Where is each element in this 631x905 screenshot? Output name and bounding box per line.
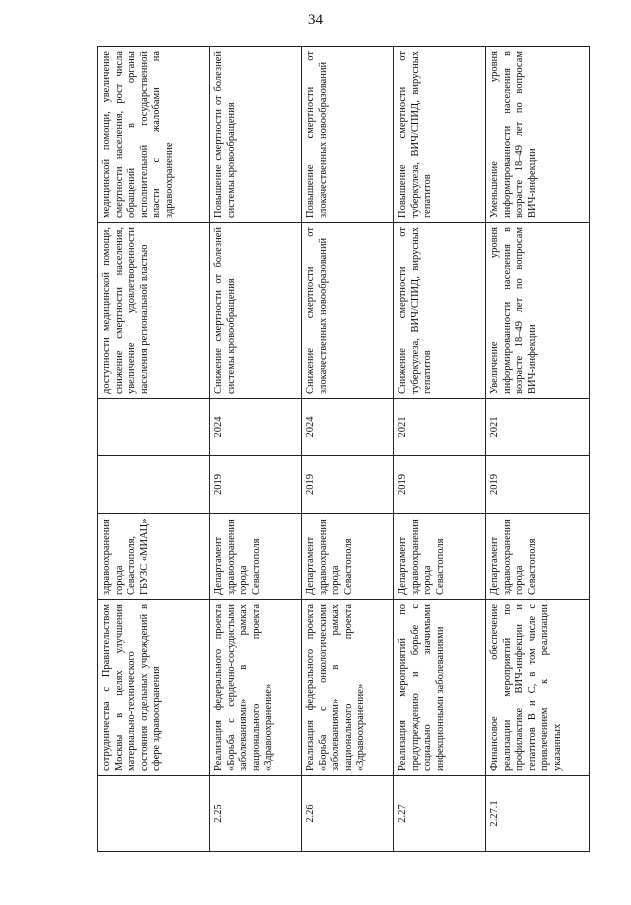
- executor-cell: здравоохранения города Севастополя, ГБУЗС «МИАЦ»: [98, 514, 210, 600]
- measure-cell: Финансовое обеспечение реализации мероприятий по профилактике ВИЧ-инфекции и гепатитов В и С, в том числе с привлечением к реализации указанных: [486, 600, 590, 776]
- end-year-cell: [98, 399, 210, 456]
- start-year-cell: 2019: [302, 456, 394, 514]
- start-year-cell: [98, 456, 210, 514]
- measure-cell: Реализация федерального проекта «Борьба с сердечно-сосудистыми заболеваниями» в рамках национального проекта «Здравоохранение»: [210, 600, 302, 776]
- expected-result-cell: Снижение смертности от туберкулеза, ВИЧ/СПИД, вирусных гепатитов: [394, 223, 486, 399]
- consequence-cell: медицинской помощи, увеличение смертности населения, рост числа обращений в органы исполнительной государственной власти с жалобами на здравоохранение: [98, 47, 210, 223]
- table-row: [486, 47, 590, 852]
- row-number-cell: 2.25: [210, 776, 302, 852]
- end-year-cell: 2021: [394, 399, 486, 456]
- measure-cell: Реализация федерального проекта «Борьба с онкологическими заболеваниями» в рамках национального проекта «Здравоохранение»: [302, 600, 394, 776]
- page-number: 34: [308, 12, 323, 28]
- end-year-cell: 2024: [210, 399, 302, 456]
- executor-cell: Департамент здравоохранения города Севастополя: [486, 514, 590, 600]
- start-year-cell: 2019: [486, 456, 590, 514]
- start-year-cell: 2019: [394, 456, 486, 514]
- row-number-cell: 2.26: [302, 776, 394, 852]
- executor-cell: Департамент здравоохранения города Севастополя: [210, 514, 302, 600]
- expected-result-cell: Увеличение уровня информированности населения в возрасте 18–49 лет по вопросам ВИЧ-инфекции: [486, 223, 590, 399]
- start-year-cell: 2019: [210, 456, 302, 514]
- row-number-cell: [98, 776, 210, 852]
- consequence-cell: Повышение смертности от туберкулеза, ВИЧ/СПИД, вирусных гепатитов: [394, 47, 486, 223]
- executor-cell: Департамент здравоохранения города Севастополя: [302, 514, 394, 600]
- executor-cell: Департамент здравоохранения города Севастополя: [394, 514, 486, 600]
- end-year-cell: 2021: [486, 399, 590, 456]
- expected-result-cell: доступности медицинской помощи, снижение смертности населения, увеличение удовлетворенности населения региональной властью: [98, 223, 210, 399]
- table-row: [98, 47, 210, 852]
- row-number-cell: 2.27.1: [486, 776, 590, 852]
- table-row: [210, 47, 302, 852]
- rotated-table-container: [97, 47, 589, 852]
- expected-result-cell: Снижение смертности от злокачественных новообразований: [302, 223, 394, 399]
- end-year-cell: 2024: [302, 399, 394, 456]
- measures-table: [97, 46, 590, 852]
- consequence-cell: Повышение смертности от болезней системы кровообращения: [210, 47, 302, 223]
- table-row: [302, 47, 394, 852]
- measure-cell: Реализация мероприятий по предупреждению и борьбе с социально значимыми инфекционными заболеваниями: [394, 600, 486, 776]
- consequence-cell: Повышение смертности от злокачественных новообразований: [302, 47, 394, 223]
- row-number-cell: 2.27: [394, 776, 486, 852]
- measure-cell: сотрудничества с Правительством Москвы в целях улучшения материально-технического состояния отдельных учреждений в сфере здравоохранения: [98, 600, 210, 776]
- expected-result-cell: Снижение смертности от болезней системы кровообращения: [210, 223, 302, 399]
- table-row: [394, 47, 486, 852]
- consequence-cell: Уменьшение уровня информированности населения в возрасте 18–49 лет по вопросам ВИЧ-инфекции: [486, 47, 590, 223]
